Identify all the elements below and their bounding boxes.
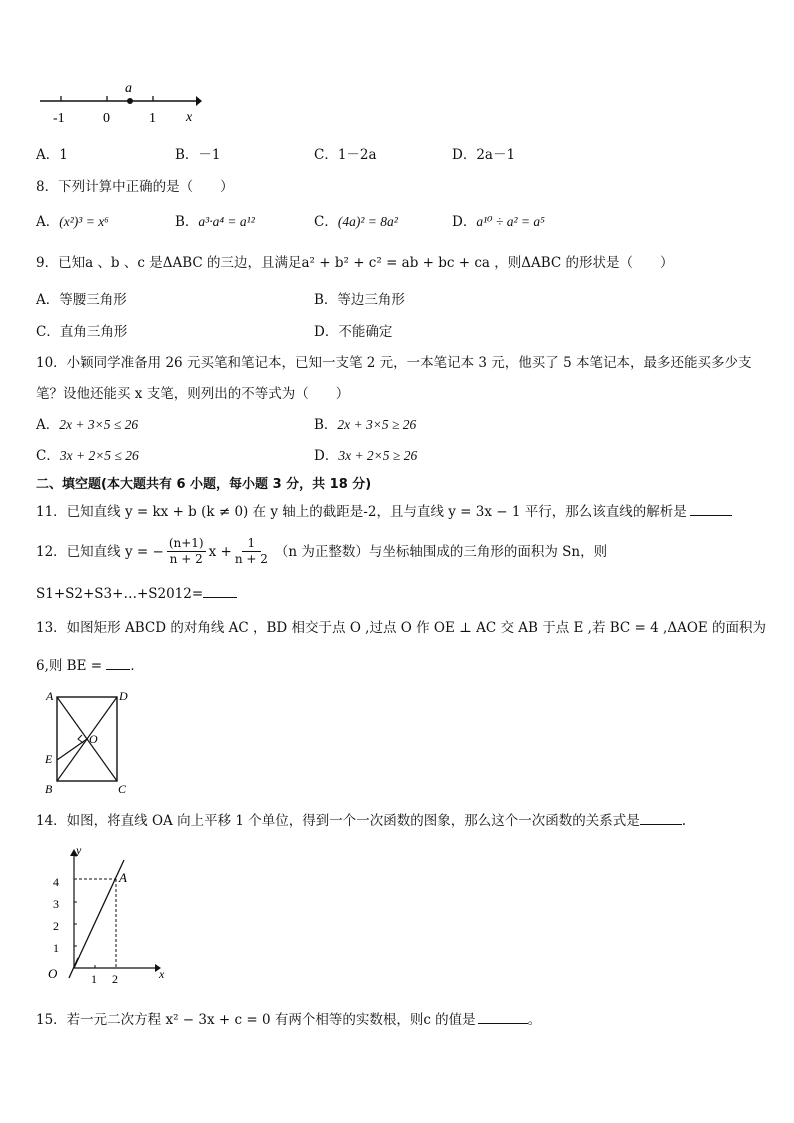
q13-line1: 13．如图矩形 ABCD 的对角线 AC ，BD 相交于点 O ,过点 O 作 OE ⊥ AC 交 AB 于点 E ,若 BC = 4 ,ΔAOE 的面积为 [36,620,767,636]
tick-label-0: 0 [103,111,110,126]
q7-option-a: A．1 [36,147,68,163]
tick-label-neg1: -1 [53,111,65,126]
ytick-4: 4 [53,875,59,889]
ytick-2: 2 [53,919,59,933]
fraction-2: $\frac{1}{n + 2}$ [234,536,268,566]
ytick-3: 3 [53,897,59,911]
answer-blank [106,657,130,670]
xtick-2: 2 [112,972,118,986]
answer-blank [478,1011,528,1024]
q10-option-d: D．3x + 2×5 ≥ 26 [314,448,418,464]
q10-option-a: A．2x + 3×5 ≤ 26 [36,417,139,433]
tick-label-1: 1 [149,111,156,126]
answer-blank [640,812,682,825]
number-line-figure [36,80,206,126]
q8-option-c: C．(4a)² = 8a² [314,214,398,230]
point-a [127,98,133,104]
q10-option-b: B．2x + 3×5 ≥ 26 [314,417,417,433]
point-a-label: a [125,81,132,96]
origin-label: O [48,966,58,981]
q13-line2: 6,则 BE = ． [36,658,144,674]
axis-label-y: y [76,843,82,857]
ytick-1: 1 [53,941,59,955]
q9-option-c: C．直角三角形 [36,324,128,340]
axis-label-x: x [159,967,165,981]
label-a: A [46,689,54,703]
arrow-icon [196,96,202,106]
q9-option-a: A．等腰三角形 [36,292,127,308]
q8-option-b: B．a³·a⁴ = a¹² [175,214,255,230]
q9-option-b: B．等边三角形 [314,292,405,308]
q9-stem: 9．已知a 、b 、c 是ΔABC 的三边，且满足a² + b² + c² = ab + bc + ca ，则ΔABC 的形状是（ ） [36,255,674,271]
coordinate-graph [40,838,176,988]
fraction-1: $\frac{(n+1)}{n + 2}$ [168,536,204,566]
q7-option-d: D．2a－1 [452,147,516,163]
q10-option-c: C．3x + 2×5 ≤ 26 [36,448,139,464]
q8-stem: 8．下列计算中正确的是（ ） [36,179,234,195]
label-e: E [45,752,53,766]
label-d: D [119,689,128,703]
answer-blank [690,503,732,516]
q10-line1: 10．小颖同学准备用 26 元买笔和笔记本，已知一支笔 2 元，一本笔记本 3 元，他买了 5 本笔记本，最多还能买多少支 [36,355,752,371]
axis-label-x: x [186,110,193,125]
q7-option-c: C．1－2a [314,147,377,163]
q8-option-a: A．(x²)³ = x⁶ [36,214,109,230]
q11-text: 11．已知直线 y = kx + b (k ≠ 0) 在 y 轴上的截距是-2，且与直线 y = 3x − 1 平行，那么该直线的解析是 [36,503,732,521]
q10-line2: 笔？设他还能买 x 支笔，则列出的不等式为（ ） [36,386,350,402]
q9-option-d: D．不能确定 [314,324,393,340]
q8-option-d: D．a¹⁰ ÷ a² = a⁵ [452,214,545,230]
q12-line2: S1+S2+S3+…+S2012= [36,585,237,603]
label-c: C [118,782,127,796]
xtick-1: 1 [91,972,97,986]
label-b: B [45,782,53,796]
section-heading: 二、填空题(本大题共有 6 小题，每小题 3 分，共 18 分) [36,477,372,492]
point-a-label: A [119,870,127,885]
answer-blank [203,585,237,598]
rectangle-figure [40,688,132,800]
q14-text: 14．如图，将直线 OA 向上平移 1 个单位，得到一个一次函数的图象，那么这个一次函数的关系式是 . [36,813,687,829]
q7-option-b: B．－1 [175,147,221,163]
q12-line1: 12．已知直线 y = − $\frac{(n+1)}{n + 2}$ x + $\frac{1}{n + 2}$ （n 为正整数）与坐标轴围成的三角形的面积为 Sn，则 [36,536,608,566]
q15-text: 15．若一元二次方程 x² − 3x + c = 0 有两个相等的实数根，则c 的值是 。 [36,1012,542,1028]
label-o: O [89,732,98,746]
